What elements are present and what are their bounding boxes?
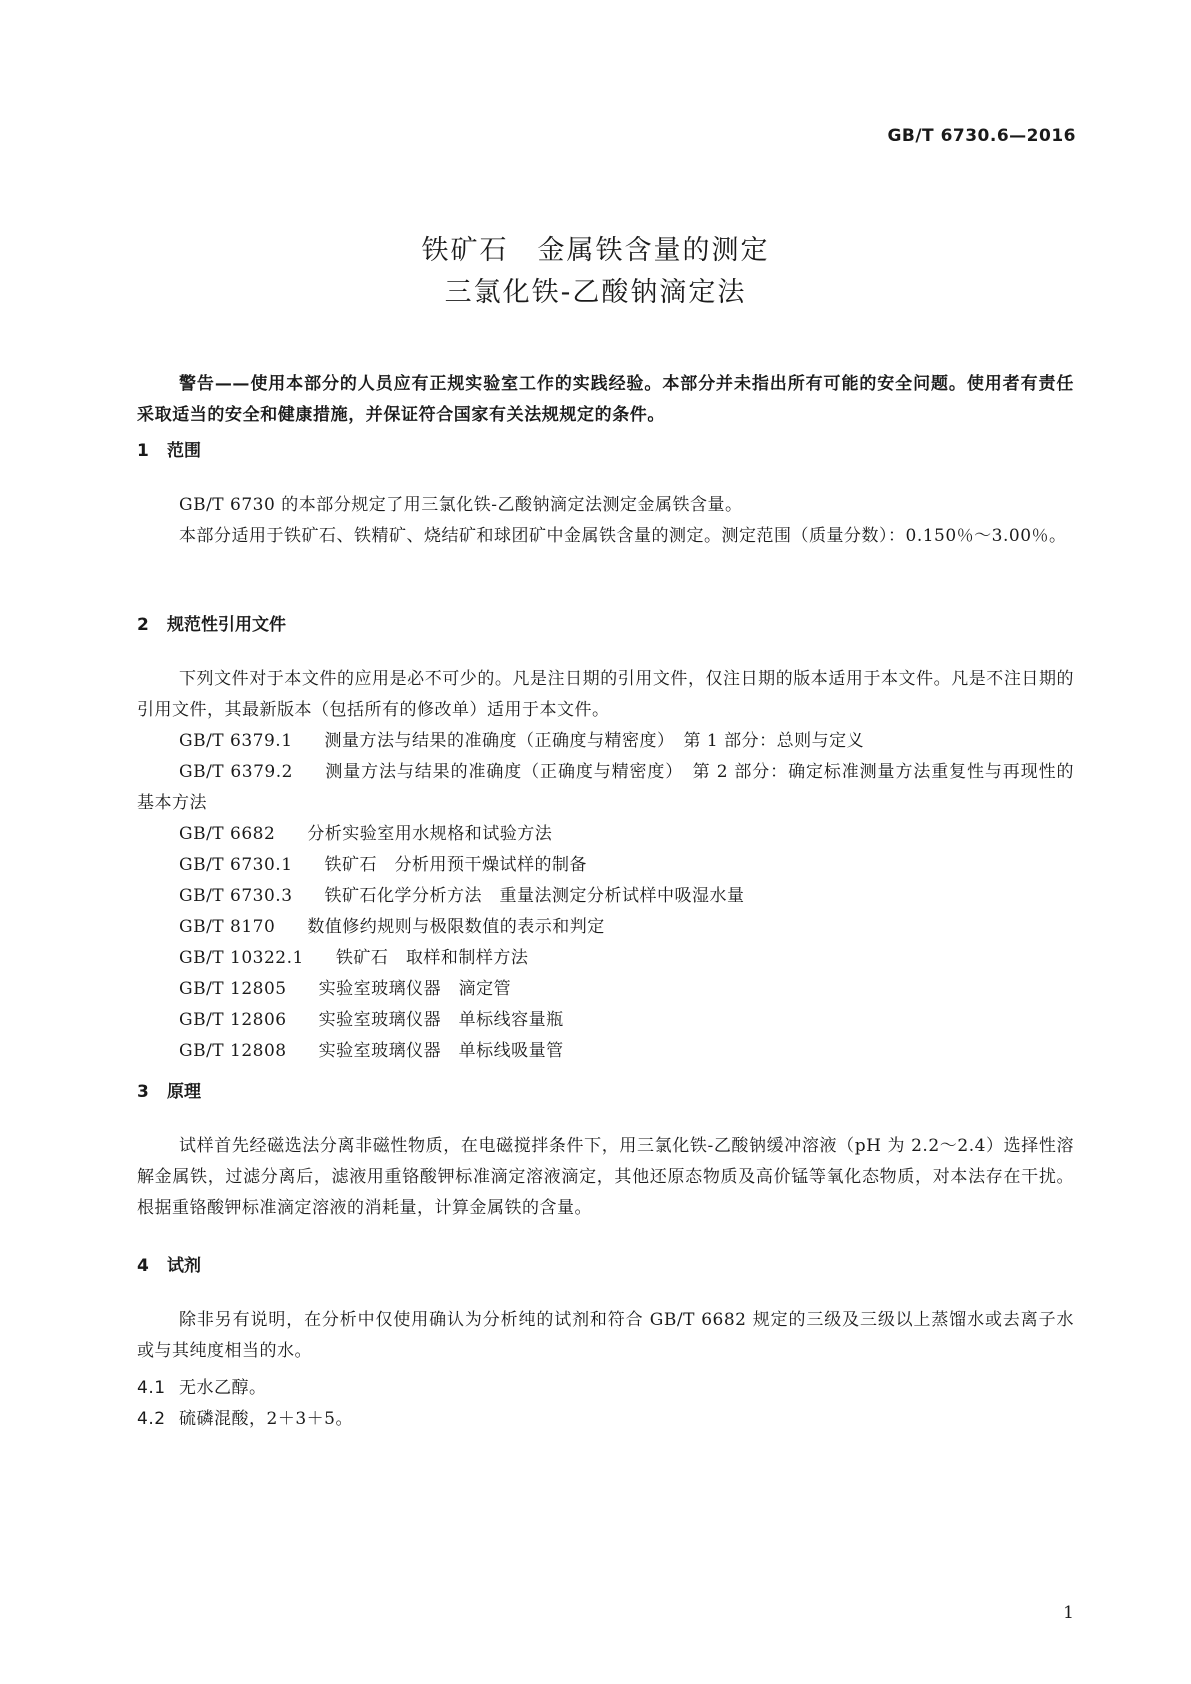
reference-code: GB/T 12806 [179, 1010, 287, 1030]
principle-paragraph: 试样首先经磁选法分离非磁性物质，在电磁搅拌条件下，用三氯化铁-乙酸钠缓冲溶液（pH 为 2.2～2.4）选择性溶解金属铁，过滤分离后，滤液用重铬酸钾标准滴定溶液滴定，其他还原态物质及高价锰等氧化态物质，对本法存在干扰。根据重铬酸钾标准滴定溶液的消耗量，计算金属铁的含量。 [137, 1136, 1074, 1218]
section-heading-scope [137, 436, 201, 461]
section-title: 原理 [167, 1082, 201, 1102]
section-number: 1 [137, 441, 149, 461]
standard-number: GB/T 6730.6—2016 [887, 126, 1076, 146]
reference-code: GB/T 10322.1 [179, 948, 304, 968]
reference-title: 铁矿石化学分析方法 重量法测定分析试样中吸湿水量 [324, 886, 745, 906]
reference-code: GB/T 6379.1 [179, 731, 293, 751]
reagent-text: 无水乙醇。 [179, 1378, 267, 1398]
reference-title: 实验室玻璃仪器 单标线吸量管 [318, 1041, 564, 1061]
section-title: 试剂 [167, 1256, 201, 1276]
reference-title: 实验室玻璃仪器 滴定管 [318, 979, 512, 999]
reference-item [137, 850, 1074, 881]
section-number: 4 [137, 1256, 149, 1276]
page-number: 1 [1063, 1603, 1074, 1623]
reagent-text: 硫磷混酸，2＋3＋5。 [179, 1409, 353, 1429]
reference-list [137, 726, 1074, 1067]
reference-title: 实验室玻璃仪器 单标线容量瓶 [318, 1010, 564, 1030]
reference-code: GB/T 6379.2 [179, 762, 293, 782]
reference-title: 铁矿石 取样和制样方法 [335, 948, 529, 968]
reference-item [137, 757, 1074, 819]
reference-item [137, 819, 1074, 850]
reference-item [137, 1036, 1074, 1067]
scope-paragraph-1: GB/T 6730 的本部分规定了用三氯化铁-乙酸钠滴定法测定金属铁含量。 [179, 495, 743, 515]
reference-title: 分析实验室用水规格和试验方法 [307, 824, 553, 844]
reference-item [137, 881, 1074, 912]
reference-item [137, 726, 1074, 757]
section-heading-principle [137, 1077, 201, 1102]
reagent-number: 4.2 [137, 1409, 166, 1429]
section-title: 范围 [167, 441, 201, 461]
reagent-number: 4.1 [137, 1378, 166, 1398]
reference-title: 数值修约规则与极限数值的表示和判定 [307, 917, 605, 937]
reference-title: 测量方法与结果的准确度（正确度与精密度） 第 1 部分：总则与定义 [324, 731, 865, 751]
reference-item [137, 974, 1074, 1005]
section-title: 规范性引用文件 [167, 615, 286, 635]
reference-title: 测量方法与结果的准确度（正确度与精密度） 第 2 部分：确定标准测量方法重复性与再现性的基本方法 [137, 762, 1074, 813]
document-title-line2: 三氯化铁-乙酸钠滴定法 [444, 277, 747, 308]
reagent-item [137, 1373, 267, 1398]
section-number: 3 [137, 1082, 149, 1102]
section-heading-normative-references [137, 610, 286, 635]
reference-code: GB/T 8170 [179, 917, 276, 937]
reference-code: GB/T 12808 [179, 1041, 287, 1061]
reagent-item [137, 1404, 353, 1429]
normative-intro: 下列文件对于本文件的应用是必不可少的。凡是注日期的引用文件，仅注日期的版本适用于本文件。凡是不注日期的引用文件，其最新版本（包括所有的修改单）适用于本文件。 [137, 669, 1074, 720]
reference-code: GB/T 6730.3 [179, 886, 293, 906]
reference-item [137, 1005, 1074, 1036]
scope-paragraph-2: 本部分适用于铁矿石、铁精矿、烧结矿和球团矿中金属铁含量的测定。测定范围（质量分数）：0.150％～3.00％。 [179, 526, 1067, 546]
reference-code: GB/T 6682 [179, 824, 276, 844]
section-heading-reagents [137, 1251, 201, 1276]
reference-title: 铁矿石 分析用预干燥试样的制备 [324, 855, 588, 875]
reference-item [137, 943, 1074, 974]
reference-code: GB/T 6730.1 [179, 855, 293, 875]
reference-code: GB/T 12805 [179, 979, 287, 999]
reagents-intro: 除非另有说明，在分析中仅使用确认为分析纯的试剂和符合 GB/T 6682 规定的三级及三级以上蒸馏水或去离子水或与其纯度相当的水。 [137, 1310, 1074, 1361]
safety-warning: 警告——使用本部分的人员应有正规实验室工作的实践经验。本部分并未指出所有可能的安全问题。使用者有责任采取适当的安全和健康措施，并保证符合国家有关法规规定的条件。 [137, 374, 1074, 425]
section-number: 2 [137, 615, 149, 635]
document-title-line1: 铁矿石 金属铁含量的测定 [421, 235, 770, 266]
reference-item [137, 912, 1074, 943]
